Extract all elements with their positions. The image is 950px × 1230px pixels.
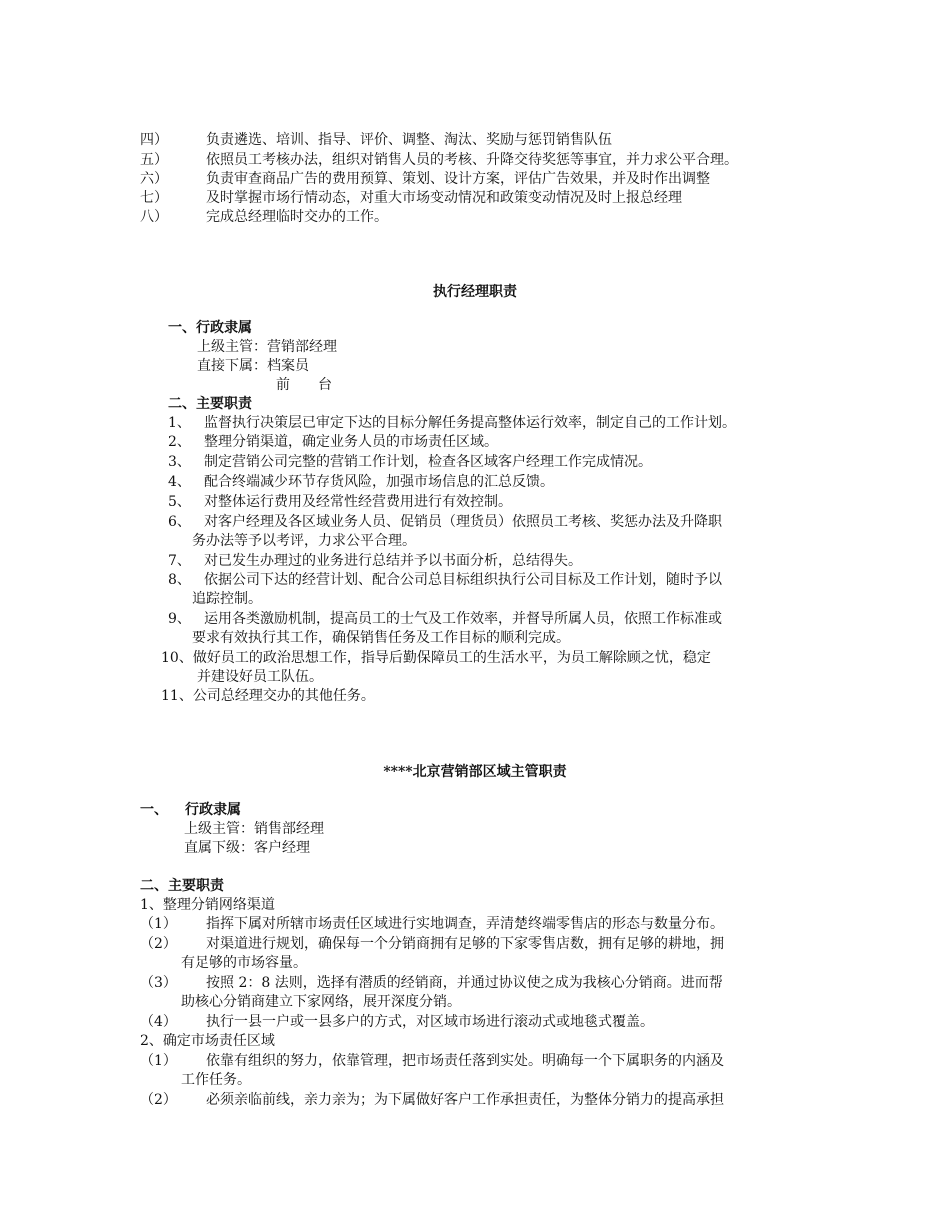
item-number: 八） (140, 209, 168, 225)
item-number: 11、 (161, 688, 193, 704)
subheading: 二、主要职责 (140, 878, 224, 894)
subordinate-line: 直属下级：客户经理 (184, 840, 310, 856)
item-text: 配合终端减少环节存货风险，加强市场信息的汇总反馈。 (204, 474, 554, 490)
list-item-continuation: 要求有效执行其工作，确保销售任务及工作目标的顺利完成。 (192, 630, 570, 646)
item-number: 7、 (168, 553, 191, 569)
subordinate-line: 直接下属：档案员 (197, 358, 309, 374)
list-item (168, 413, 736, 433)
item-number: （1） (140, 1053, 177, 1069)
list-item (168, 472, 554, 492)
item-number: 2、 (168, 434, 191, 450)
item-text: 对渠道进行规划，确保每一个分销商拥有足够的下家零售店数，拥有足够的耕地，拥 (206, 936, 724, 952)
list-item (140, 973, 723, 993)
list-item (140, 1012, 654, 1032)
item-text: 负责遴选、培训、指导、评价、调整、淘汰、奖励与惩罚销售队伍 (206, 132, 612, 148)
item-text: 对整体运行费用及经常性经营费用进行有效控制。 (204, 494, 512, 510)
item-number: 10、 (161, 650, 193, 666)
list-item-continuation: 务办法等予以考评，力求公平合理。 (192, 533, 416, 549)
item-number: 1、 (168, 415, 191, 431)
list-item (168, 551, 582, 571)
item-text: 必须亲临前线，亲力亲为；为下属做好客户工作承担责任，为整体分销力的提高承担 (206, 1092, 724, 1108)
sub-subheading: 2、确定市场责任区域 (140, 1033, 275, 1049)
item-text: 公司总经理交办的其他任务。 (192, 688, 375, 704)
list-item (140, 934, 724, 954)
item-text: 依照员工考核办法，组织对销售人员的考核、升降交待奖惩等事宜，并力求公平合理。 (206, 152, 738, 168)
item-text: 监督执行决策层已审定下达的目标分解任务提高整体运行效率，制定自己的工作计划。 (204, 415, 736, 431)
list-item-continuation: 有足够的市场容量。 (181, 955, 307, 971)
list-item (140, 1090, 724, 1110)
superior-line: 上级主管：营销部经理 (197, 339, 337, 355)
list-item (168, 432, 498, 452)
item-number: 四） (140, 132, 168, 148)
section-title: 执行经理职责 (433, 284, 517, 300)
heading-number: 一、 (140, 802, 168, 818)
item-number: 8、 (168, 572, 191, 588)
item-text: 制定营销公司完整的营销工作计划，检查各区域客户经理工作完成情况。 (204, 454, 652, 470)
list-item (161, 648, 711, 668)
list-item (140, 914, 724, 934)
item-number: 六） (140, 171, 168, 187)
list-item-continuation: 助核心分销商建立下家网络，展开深度分销。 (181, 994, 461, 1010)
list-item (140, 150, 738, 170)
list-item-continuation: 并建设好员工队伍。 (197, 669, 323, 685)
subheading: 二、主要职责 (168, 396, 252, 412)
list-item (140, 169, 710, 189)
item-number: 6、 (168, 514, 191, 530)
item-text: 整理分销渠道，确定业务人员的市场责任区域。 (204, 434, 498, 450)
list-item (168, 609, 722, 629)
item-number: （4） (140, 1014, 177, 1030)
section-title: ****北京营销部区域主管职责 (383, 764, 567, 780)
heading-text: 行政隶属 (185, 802, 241, 818)
item-text: 运用各类激励机制，提高员工的士气及工作效率，并督导所属人员，依照工作标准或 (204, 611, 722, 627)
list-item (140, 188, 682, 208)
item-text: 按照 2：8 法则，选择有潜质的经销商，并通过协议使之成为我核心分销商。进而帮 (206, 975, 723, 991)
item-number: 五） (140, 152, 168, 168)
item-text: 及时掌握市场行情动态，对重大市场变动情况和政策变动情况及时上报总经理 (206, 190, 682, 206)
item-text: 对已发生办理过的业务进行总结并予以书面分析，总结得失。 (204, 553, 582, 569)
list-item (168, 452, 652, 472)
item-text: 依据公司下达的经营计划、配合公司总目标组织执行公司目标及工作计划，随时予以 (204, 572, 722, 588)
list-item (161, 686, 375, 706)
list-item (168, 512, 722, 532)
item-number: 3、 (168, 454, 191, 470)
item-number: （2） (140, 936, 177, 952)
item-number: 4、 (168, 474, 191, 490)
item-number: （3） (140, 975, 177, 991)
list-item (168, 570, 722, 590)
list-item (140, 207, 388, 227)
superior-line: 上级主管：销售部经理 (184, 821, 324, 837)
list-item-continuation: 工作任务。 (181, 1072, 251, 1088)
list-item-continuation: 追踪控制。 (192, 591, 262, 607)
item-number: （1） (140, 916, 177, 932)
item-text: 依靠有组织的努力，依靠管理，把市场责任落到实处。明确每一个下属职务的内涵及 (206, 1053, 724, 1069)
item-number: 七） (140, 190, 168, 206)
item-text: 指挥下属对所辖市场责任区域进行实地调查，弄清楚终端零售店的形态与数量分布。 (206, 916, 724, 932)
item-text: 做好员工的政治思想工作，指导后勤保障员工的生活水平，为员工解除顾之忧，稳定 (192, 650, 711, 666)
list-item (140, 1051, 724, 1071)
subordinate-line-2: 前 台 (276, 377, 332, 393)
item-number: 9、 (168, 611, 191, 627)
item-text: 执行一县一户或一县多户的方式，对区域市场进行滚动式或地毯式覆盖。 (206, 1014, 654, 1030)
subheading: 一、行政隶属 (168, 320, 252, 336)
list-item (140, 130, 612, 150)
item-text: 对客户经理及各区域业务人员、促销员（理货员）依照员工考核、奖惩办法及升降职 (204, 514, 722, 530)
item-number: （2） (140, 1092, 177, 1108)
list-item (168, 492, 512, 512)
subheading (140, 800, 241, 820)
item-text: 完成总经理临时交办的工作。 (206, 209, 388, 225)
sub-subheading: 1、整理分销网络渠道 (140, 897, 275, 913)
item-text: 负责审查商品广告的费用预算、策划、设计方案，评估广告效果，并及时作出调整 (206, 171, 710, 187)
item-number: 5、 (168, 494, 191, 510)
